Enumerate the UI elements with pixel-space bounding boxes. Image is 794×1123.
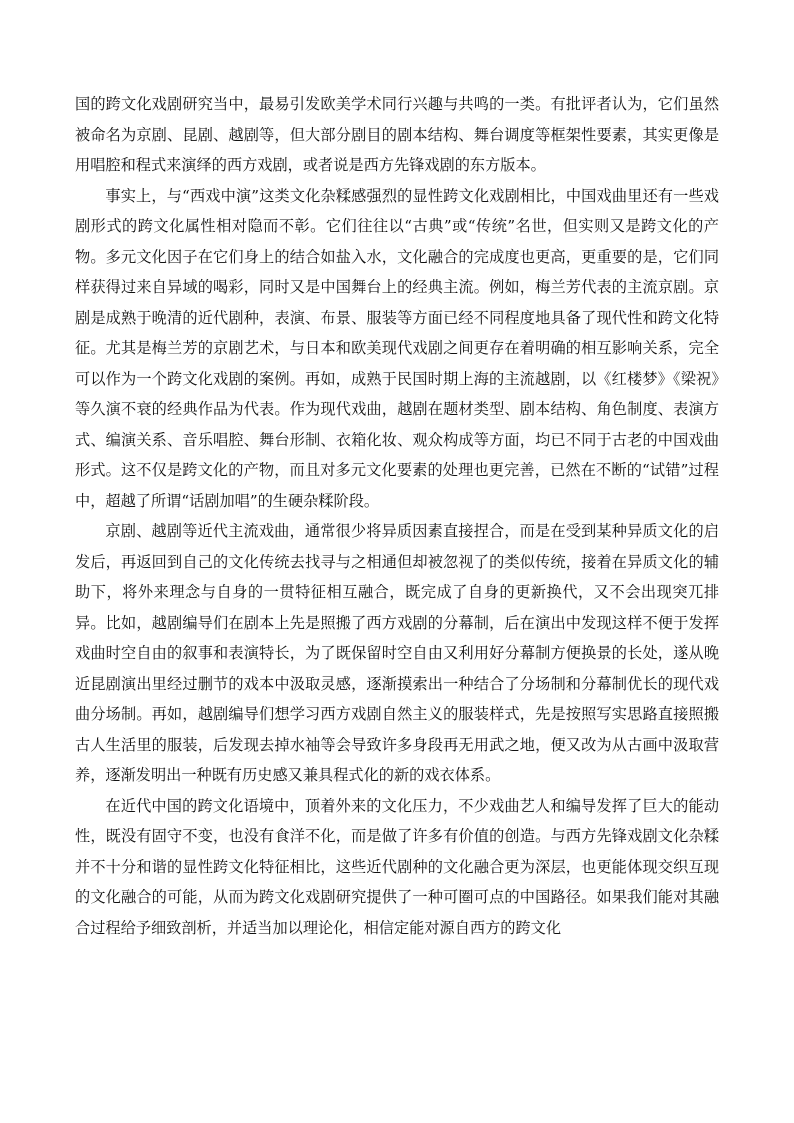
paragraph: 京剧、越剧等近代主流戏曲，通常很少将异质因素直接捏合，而是在受到某种异质文化的启发后，再返回到自己的文化传统去找寻与之相通但却被忽视了的类似传统，接着在异质文化的辅助下，将外来理念与自身的一贯特征相互融合，既完成了自身的更新换代，又不会出现突兀排异。比如，越剧编导们在剧本上先是照搬了西方戏剧的分幕制，后在演出中发现这样不便于发挥戏曲时空自由的叙事和表演特长，为了既保留时空自由又利用好分幕制方便换景的长处，遂从晚近昆剧演出里经过删节的戏本中汲取灵感，逐渐摸索出一种结合了分场制和分幕制优长的现代戏曲分场制。再如，越剧编导们想学习西方戏剧自然主义的服装样式，先是按照写实思路直接照搬古人生活里的服装，后发现去掉水袖等会导致许多身段再无用武之地，便又改为从古画中汲取营养，逐渐发明出一种既有历史感又兼具程式化的新的戏衣体系。 (75, 522, 719, 784)
paragraph: 在近代中国的跨文化语境中，顶着外来的文化压力，不少戏曲艺人和编导发挥了巨大的能动性，既没有固守不变，也没有食洋不化，而是做了许多有价值的创造。与西方先锋戏剧文化杂糅并不十分和谐的显性跨文化特征相比，这些近代剧种的文化融合更为深层，也更能体现交织互现的文化融合的可能，从而为跨文化戏剧研究提供了一种可圈可点的中国路径。如果我们能对其融合过程给予细致剖析，并适当加以理论化，相信定能对源自西方的跨文化 (75, 796, 719, 937)
paragraph: 事实上，与“西戏中演”这类文化杂糅感强烈的显性跨文化戏剧相比，中国戏曲里还有一些戏剧形式的跨文化属性相对隐而不彰。它们往往以“古典”或“传统”名世，但实则又是跨文化的产物。多元文化因子在它们身上的结合如盐入水，文化融合的完成度也更高，更重要的是，它们同样获得过来自异域的喝彩，同时又是中国舞台上的经典主流。例如，梅兰芳代表的主流京剧。京剧是成熟于晚清的近代剧种，表演、布景、服装等方面已经不同程度地具备了现代性和跨文化特征。尤其是梅兰芳的京剧艺术，与日本和欧美现代戏剧之间更存在着明确的相互影响关系，完全可以作为一个跨文化戏剧的案例。再如，成熟于民国时期上海的主流越剧，以《红楼梦》《梁祝》等久演不衰的经典作品为代表。作为现代戏曲，越剧在题材类型、剧本结构、角色制度、表演方式、编演关系、音乐唱腔、舞台形制、衣箱化妆、观众构成等方面，均已不同于古老的中国戏曲形式。这不仅是跨文化的产物，而且对多元文化要素的处理也更完善，已然在不断的“试错”过程中，超越了所谓“话剧加唱”的生硬杂糅阶段。 (75, 186, 719, 510)
paragraph-continued: 国的跨文化戏剧研究当中，最易引发欧美学术同行兴趣与共鸣的一类。有批评者认为，它们虽然被命名为京剧、昆剧、越剧等，但大部分剧目的剧本结构、舞台调度等框架性要素，其实更像是用唱腔和程式来演绎的西方戏剧，或者说是西方先锋戏剧的东方版本。 (75, 95, 719, 174)
document-body (75, 89, 719, 943)
